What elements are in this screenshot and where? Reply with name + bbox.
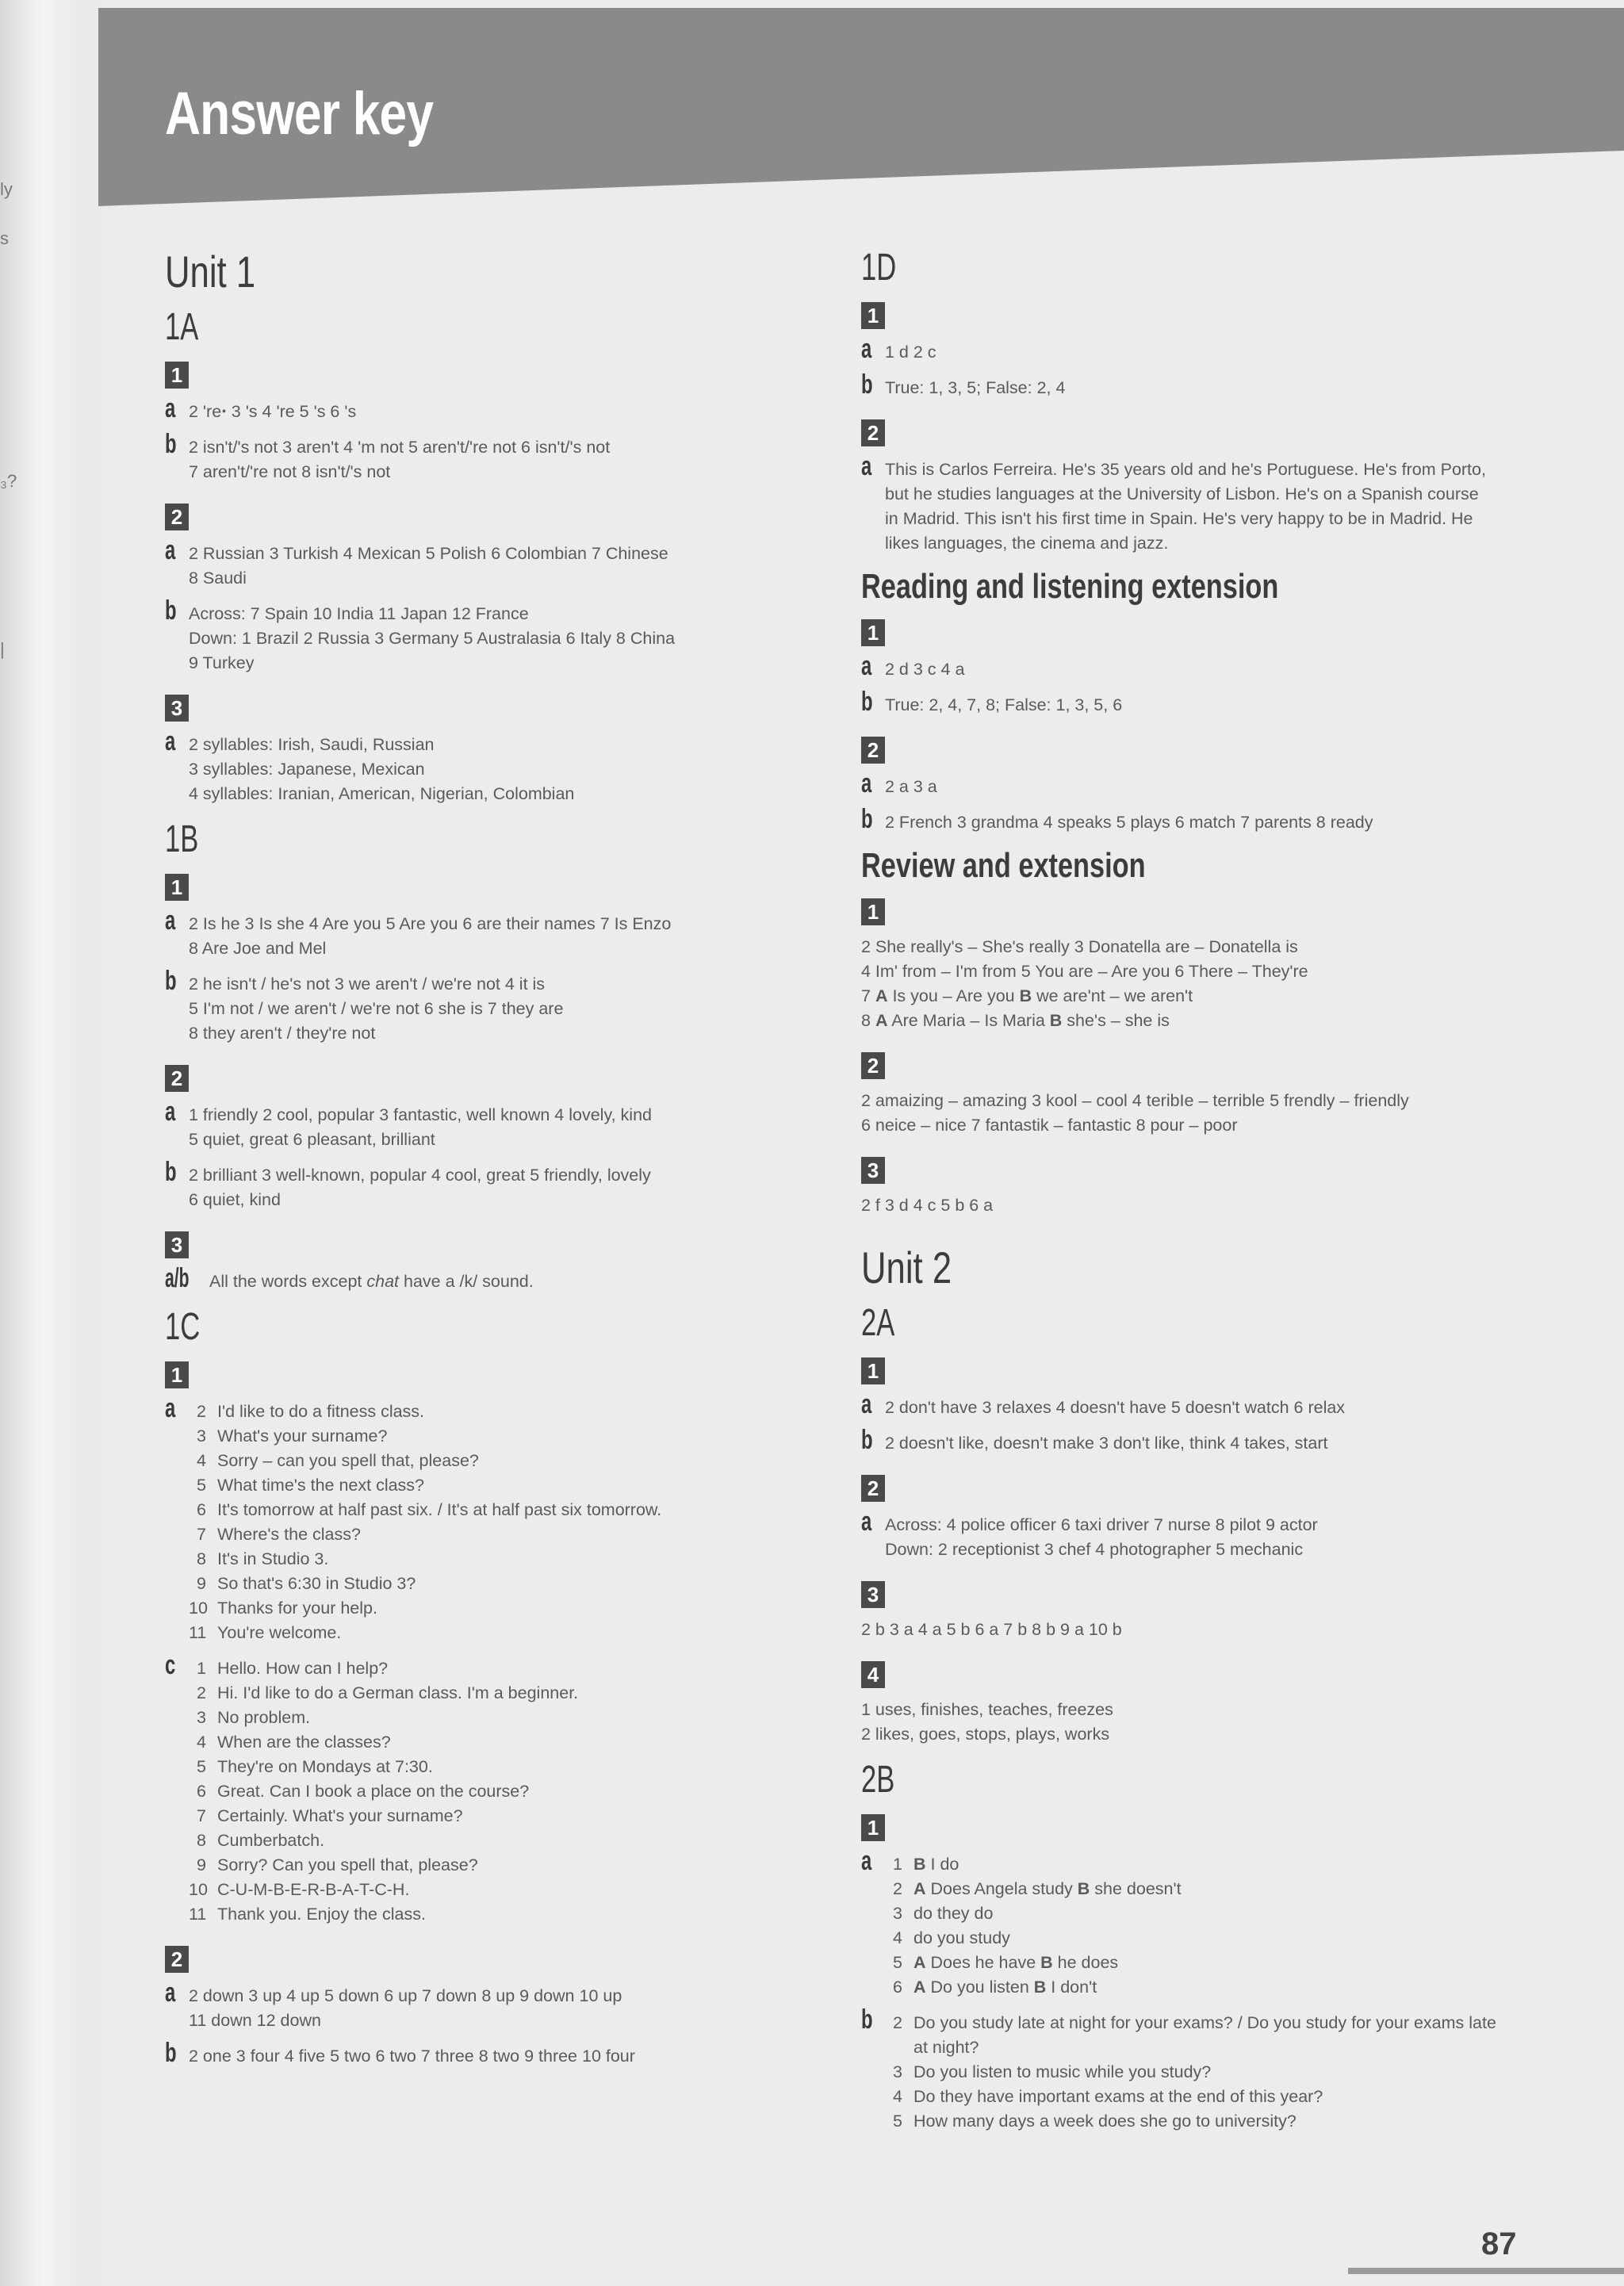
item-letter: b [165, 595, 177, 626]
answer-line: 2 down 3 up 4 up 5 down 6 up 7 down 8 up 9 down 10 up [189, 1986, 622, 2005]
row-number: 5 [893, 1953, 902, 1972]
row-text [914, 1975, 1097, 2000]
speaker-label: B [1077, 1879, 1090, 1898]
numbered-row [189, 1779, 815, 1804]
speaker-label: A [875, 1011, 888, 1030]
answer-line: 1 friendly 2 cool, popular 3 fantastic, well known 4 lovely, kind [189, 1105, 652, 1124]
answer-line: 2 syllables: Irish, Saudi, Russian [189, 735, 435, 754]
numbered-row [189, 1572, 815, 1596]
row-text: C-U-M-B-E-R-B-A-T-C-H. [217, 1880, 410, 1899]
answer-line: 3 syllables: Japanese, Mexican [189, 760, 425, 779]
exercise-number: 2 [165, 1946, 189, 1973]
answer-item [861, 1507, 1527, 1562]
row-number: 11 [189, 1623, 207, 1642]
answer-line: 2 Russian 3 Turkish 4 Mexican 5 Polish 6 Colombian 7 Chinese [189, 544, 668, 563]
answer-line: 2 She really's – She's really 3 Donatella are – Donatella is [861, 937, 1298, 956]
row-text: Do they have important exams at the end of this year? [914, 2087, 1323, 2106]
answer-text: she doesn't [1090, 1879, 1182, 1898]
exercise-number: 1 [861, 1357, 885, 1384]
answer-text: Are Maria – Is Maria [887, 1011, 1050, 1030]
numbered-row [189, 1755, 815, 1779]
answer-item [861, 1425, 1527, 1456]
row-text: Where's the class? [217, 1525, 361, 1544]
answer-item [165, 595, 815, 676]
row-number: 3 [197, 1708, 206, 1727]
numbered-row [885, 2085, 1527, 2109]
row-number: 7 [197, 1806, 206, 1825]
answer-item [861, 804, 1527, 835]
row-number: 3 [893, 2062, 902, 2081]
answer-item [165, 966, 815, 1046]
numbered-row [189, 1621, 815, 1645]
row-number: 8 [197, 1831, 206, 1850]
row-text: do they do [914, 1904, 994, 1923]
speaker-label: B [914, 1855, 926, 1874]
answer-line: 2 amaizing – amazing 3 kool – cool 4 teribIe – terrible 5 frendly – friendly [861, 1091, 1409, 1110]
row-number: 6 [893, 1978, 902, 1997]
row-number: 1 [893, 1855, 902, 1874]
item-letter: b [861, 370, 873, 400]
row-text: Cumberbatch. [217, 1831, 325, 1850]
answer-line [861, 984, 1527, 1009]
numbered-row [189, 1498, 815, 1522]
row-text: No problem. [217, 1708, 311, 1727]
answer-line: 2 he isn't / he's not 3 we aren't / we're not 4 it is [189, 975, 546, 994]
answer-text: we are'nt – we aren't [1032, 986, 1193, 1005]
answer-block [861, 1698, 1527, 1747]
item-letter: b [861, 687, 873, 717]
item-letter: a [861, 1507, 872, 1537]
answer-block [861, 935, 1527, 1033]
answer-item [165, 1650, 815, 1927]
row-text: What time's the next class? [217, 1476, 425, 1495]
row-text [914, 1951, 1118, 1975]
answer-item [165, 2038, 815, 2069]
row-text [914, 1852, 959, 1877]
row-number: 2 [197, 1402, 206, 1421]
answer-line: 1 d 2 c [885, 343, 936, 362]
answer-line: 2 a 3 a [885, 777, 937, 796]
answer-line: 2 likes, goes, stops, plays, works [861, 1725, 1110, 1744]
answer-line: Down: 1 Brazil 2 Russia 3 Germany 5 Australasia 6 Italy 8 China [189, 629, 676, 648]
row-number: 9 [197, 1855, 206, 1874]
answer-text: Does he have [925, 1953, 1041, 1972]
speaker-label: B [1040, 1953, 1053, 1972]
answer-text: Is you – Are you [887, 986, 1020, 1005]
exercise-number: 4 [861, 1661, 885, 1688]
row-text: Thank you. Enjoy the class. [217, 1905, 426, 1924]
answer-line: 2 don't have 3 relaxes 4 doesn't have 5 doesn't watch 6 relax [885, 1398, 1346, 1417]
answer-item [861, 1846, 1527, 2000]
item-letter: c [165, 1650, 176, 1680]
lesson-title: 1C [165, 1306, 201, 1348]
answer-line: Across: 4 police officer 6 taxi driver 7 nurse 8 pilot 9 actor [885, 1515, 1318, 1534]
exercise-number: 3 [861, 1581, 885, 1608]
section-title: Reading and listening extension [861, 567, 1279, 606]
numbered-row [189, 1596, 815, 1621]
numbered-row [189, 1804, 815, 1828]
row-number [885, 2035, 902, 2060]
answer-line: 8 Are Joe and Mel [189, 939, 327, 958]
row-text: It's in Studio 3. [217, 1549, 329, 1568]
item-letter: a [165, 726, 176, 756]
row-number: 2 [893, 2013, 902, 2032]
numbered-row [189, 1656, 815, 1681]
row-number: 3 [197, 1426, 206, 1446]
answer-line: 2 d 3 c 4 a [885, 660, 965, 679]
numbered-row [885, 2109, 1527, 2134]
answer-block [861, 1089, 1527, 1138]
numbered-row [189, 1424, 815, 1449]
answer-item [861, 1389, 1527, 1420]
row-number: 1 [197, 1659, 206, 1678]
margin-fragment: ly [0, 179, 13, 199]
answer-item [861, 687, 1527, 718]
answer-line [209, 1269, 815, 1294]
answer-line: 9 Turkey [189, 653, 255, 672]
item-letter: a [861, 768, 872, 798]
answer-text: 7 [861, 986, 875, 1005]
numbered-row [189, 1547, 815, 1572]
answer-text: All the words except [209, 1272, 367, 1291]
row-text: I'd like to do a fitness class. [217, 1402, 425, 1421]
row-text: at night? [914, 2038, 979, 2057]
item-letter: b [861, 2005, 873, 2035]
row-text: Sorry – can you spell that, please? [217, 1451, 479, 1470]
row-number: 11 [189, 1905, 207, 1924]
answer-item [165, 535, 815, 591]
row-number: 4 [197, 1451, 206, 1470]
numbered-row [885, 1877, 1527, 1901]
answer-line: 2 'reꞏ 3 's 4 're 5 's 6 's [189, 402, 357, 421]
answer-item [165, 726, 815, 806]
item-letter: a [165, 535, 176, 565]
answer-line: 8 Saudi [189, 569, 247, 588]
page-number-bar [1348, 2268, 1624, 2274]
margin-fragment: | [0, 639, 5, 659]
exercise-number: 3 [165, 1231, 189, 1258]
lesson-title: 1B [165, 818, 199, 860]
answer-line: but he studies languages at the University of Lisbon. He's on a Spanish course [885, 484, 1479, 504]
margin-fragment: ₃? [0, 471, 17, 491]
answer-text: he does [1052, 1953, 1119, 1972]
row-number: 3 [893, 1904, 902, 1923]
exercise-number: 3 [165, 695, 189, 722]
answer-text: have a /k/ sound. [399, 1272, 534, 1291]
numbered-row [885, 2035, 1527, 2060]
answer-line: 2 doesn't like, doesn't make 3 don't like, think 4 takes, start [885, 1434, 1328, 1453]
row-text: Do you listen to music while you study? [914, 2062, 1212, 2081]
answer-line: 6 neice – nice 7 fantastik – fantastic 8 pour – poor [861, 1116, 1238, 1135]
answer-item [165, 1263, 815, 1294]
answer-text: she's – she is [1062, 1011, 1170, 1030]
numbered-row [885, 2011, 1527, 2035]
answer-item [165, 1097, 815, 1152]
item-letter: a/b [165, 1263, 190, 1293]
exercise-number: 1 [861, 302, 885, 329]
numbered-row [189, 1681, 815, 1706]
answer-item [165, 393, 815, 424]
answer-item [861, 370, 1527, 400]
item-letter: b [861, 1425, 873, 1455]
answer-text: 8 [861, 1011, 875, 1030]
answer-line: Down: 2 receptionist 3 chef 4 photographer 5 mechanic [885, 1540, 1304, 1559]
exercise-number: 1 [861, 1814, 885, 1841]
numbered-row [885, 1975, 1527, 2000]
item-letter: a [165, 1097, 176, 1127]
answer-line: Across: 7 Spain 10 India 11 Japan 12 France [189, 604, 529, 623]
row-text: How many days a week does she go to university? [914, 2112, 1297, 2131]
row-text [914, 1877, 1182, 1901]
item-letter: b [165, 966, 177, 996]
numbered-row [189, 1522, 815, 1547]
answer-block [861, 1193, 1527, 1218]
left-column [165, 246, 815, 2080]
numbered-row [885, 1926, 1527, 1951]
row-text: do you study [914, 1928, 1010, 1947]
row-number: 5 [197, 1476, 206, 1495]
answer-item [861, 451, 1527, 556]
numbered-row [189, 1473, 815, 1498]
exercise-number: 2 [165, 1065, 189, 1092]
row-text: You're welcome. [217, 1623, 342, 1642]
answer-line: 2 brilliant 3 well-known, popular 4 cool, great 5 friendly, lovely [189, 1166, 651, 1185]
row-number: 8 [197, 1549, 206, 1568]
answer-line: True: 2, 4, 7, 8; False: 1, 3, 5, 6 [885, 695, 1123, 714]
answer-line: 5 quiet, great 6 pleasant, brilliant [189, 1130, 435, 1149]
exercise-number: 2 [165, 504, 189, 530]
row-number: 6 [197, 1500, 206, 1519]
answer-item [861, 651, 1527, 682]
row-number: 5 [893, 2112, 902, 2131]
exercise-number: 1 [165, 1361, 189, 1388]
item-letter: b [861, 804, 873, 834]
row-text: It's tomorrow at half past six. / It's at half past six tomorrow. [217, 1500, 662, 1519]
answer-text: Does Angela study [925, 1879, 1078, 1898]
lesson-title: 1A [165, 306, 199, 348]
answer-line: 11 down 12 down [189, 2011, 321, 2030]
row-number: 6 [197, 1782, 206, 1801]
answer-line: in Madrid. This isn't his first time in Spain. He's very happy to be in Madrid. He [885, 509, 1473, 528]
row-number: 4 [197, 1733, 206, 1752]
answer-line: This is Carlos Ferreira. He's 35 years old and he's Portuguese. He's from Porto, [885, 460, 1486, 479]
numbered-row [189, 1706, 815, 1730]
item-letter: b [165, 1157, 177, 1187]
answer-emphasis: chat [366, 1272, 400, 1291]
section-title: Review and extension [861, 846, 1146, 885]
item-letter: b [165, 429, 177, 459]
row-number: 9 [197, 1574, 206, 1593]
answer-item [861, 2005, 1527, 2134]
answer-text: Do you listen [925, 1978, 1034, 1997]
lesson-title: 1D [861, 247, 897, 289]
numbered-row [885, 1951, 1527, 1975]
answer-line: 8 they aren't / they're not [189, 1024, 376, 1043]
answer-line: 7 aren't/'re not 8 isn't/'s not [189, 462, 391, 481]
answer-item [165, 429, 815, 484]
numbered-row [189, 1730, 815, 1755]
answer-line: likes languages, the cinema and jazz. [885, 534, 1169, 553]
row-text: Hello. How can I help? [217, 1659, 389, 1678]
answer-line: 4 syllables: Iranian, American, Nigerian, Colombian [189, 784, 575, 803]
row-text: Great. Can I book a place on the course? [217, 1782, 530, 1801]
exercise-number: 2 [861, 1475, 885, 1502]
item-letter: a [861, 1389, 872, 1419]
numbered-row [189, 1902, 815, 1927]
answer-line [861, 1009, 1527, 1033]
row-text: Do you study late at night for your exams? / Do you study for your exams late [914, 2013, 1496, 2032]
answer-item [165, 1157, 815, 1212]
item-letter: a [861, 651, 872, 681]
answer-line: 6 quiet, kind [189, 1190, 281, 1209]
right-column [861, 246, 1527, 2145]
speaker-label: A [875, 986, 888, 1005]
item-letter: a [165, 1978, 176, 2008]
row-text: They're on Mondays at 7:30. [217, 1757, 433, 1776]
numbered-row [885, 1901, 1527, 1926]
exercise-number: 2 [861, 1052, 885, 1079]
speaker-label: A [914, 1978, 926, 1997]
unit-title: Unit 2 [861, 1243, 952, 1292]
exercise-number: 3 [861, 1157, 885, 1184]
row-number: 4 [893, 2087, 902, 2106]
numbered-row [189, 1853, 815, 1878]
row-number: 10 [189, 1599, 208, 1618]
row-text: Thanks for your help. [217, 1599, 377, 1618]
answer-line: 2 f 3 d 4 c 5 b 6 a [861, 1196, 994, 1215]
unit-title: Unit 1 [165, 247, 256, 297]
margin-fragment: s [0, 228, 9, 248]
answer-line: True: 1, 3, 5; False: 2, 4 [885, 378, 1066, 397]
answer-text: I do [925, 1855, 959, 1874]
answer-text: I don't [1046, 1978, 1097, 1997]
item-letter: a [861, 451, 872, 481]
numbered-row [885, 1852, 1527, 1877]
answer-line: 2 b 3 a 4 a 5 b 6 a 7 b 8 b 9 a 10 b [861, 1620, 1122, 1639]
answer-item [165, 1393, 815, 1645]
numbered-row [189, 1400, 815, 1424]
answer-line: 2 Is he 3 Is she 4 Are you 5 Are you 6 are their names 7 Is Enzo [189, 914, 672, 933]
row-number: 4 [893, 1928, 902, 1947]
answer-line: 4 Im' from – I'm from 5 You are – Are you 6 There – They're [861, 962, 1308, 981]
exercise-number: 1 [861, 619, 885, 646]
page-number: 87 [1481, 2227, 1517, 2261]
item-letter: a [861, 1846, 872, 1876]
speaker-label: B [1049, 1011, 1063, 1030]
answer-line: 2 French 3 grandma 4 speaks 5 plays 6 match 7 parents 8 ready [885, 813, 1373, 832]
answer-item [861, 334, 1527, 365]
row-text: What's your surname? [217, 1426, 388, 1446]
row-text: Hi. I'd like to do a German class. I'm a beginner. [217, 1683, 579, 1702]
numbered-row [885, 2060, 1527, 2085]
lesson-title: 2A [861, 1302, 895, 1344]
numbered-row [189, 1828, 815, 1853]
answer-item [165, 1978, 815, 2033]
numbered-row [189, 1878, 815, 1902]
page-title: Answer key [165, 80, 434, 147]
exercise-number: 2 [861, 419, 885, 446]
answer-line: 2 one 3 four 4 five 5 two 6 two 7 three 8 two 9 three 10 four [189, 2047, 635, 2066]
row-number: 2 [893, 1879, 902, 1898]
item-letter: a [165, 1393, 176, 1423]
answer-item [861, 768, 1527, 799]
item-letter: a [861, 334, 872, 364]
row-text: Certainly. What's your surname? [217, 1806, 463, 1825]
exercise-number: 1 [165, 874, 189, 901]
exercise-number: 1 [861, 898, 885, 925]
answer-block [861, 1618, 1527, 1642]
row-number: 10 [189, 1880, 208, 1899]
exercise-number: 1 [165, 362, 189, 389]
item-letter: a [165, 393, 176, 423]
answer-line: 2 isn't/'s not 3 aren't 4 'm not 5 aren't/'re not 6 isn't/'s not [189, 438, 611, 457]
speaker-label: A [914, 1953, 926, 1972]
row-text: Sorry? Can you spell that, please? [217, 1855, 478, 1874]
row-number: 2 [197, 1683, 206, 1702]
numbered-row [189, 1449, 815, 1473]
speaker-label: A [914, 1879, 926, 1898]
answer-line: 1 uses, finishes, teaches, freezes [861, 1700, 1113, 1719]
row-text: So that's 6:30 in Studio 3? [217, 1574, 416, 1593]
row-number: 5 [197, 1757, 206, 1776]
page-gutter-shadow [0, 0, 119, 2286]
exercise-number: 2 [861, 737, 885, 764]
lesson-title: 2B [861, 1759, 895, 1801]
item-letter: b [165, 2038, 177, 2068]
row-text: When are the classes? [217, 1733, 391, 1752]
answer-item [165, 906, 815, 961]
row-number: 7 [197, 1525, 206, 1544]
answer-line: 5 I'm not / we aren't / we're not 6 she is 7 they are [189, 999, 564, 1018]
speaker-label: B [1033, 1978, 1047, 1997]
speaker-label: B [1019, 986, 1032, 1005]
item-letter: a [165, 906, 176, 936]
